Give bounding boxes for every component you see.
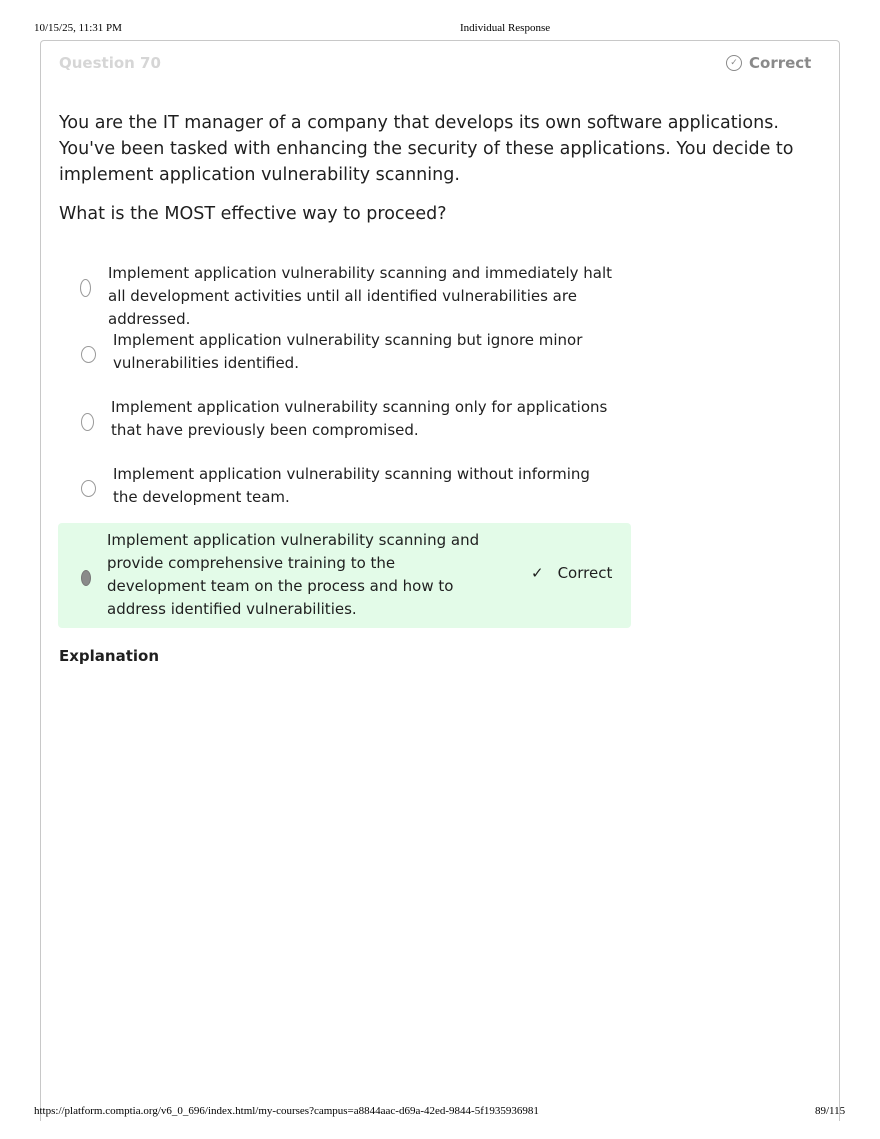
option-text: Implement application vulnerability scanning only for applications that have previously been compromised. [111, 398, 608, 439]
correct-label: Correct [557, 564, 613, 582]
question-prompt: What is the MOST effective way to proceed? [59, 204, 447, 224]
option-text: Implement application vulnerability scanning but ignore minor vulnerabilities identified. [113, 331, 583, 372]
option-text: Implement application vulnerability scanning and immediately halt all development activities until all identified vulnerabilities are addressed. [108, 264, 613, 328]
status-label: Correct [749, 54, 812, 72]
explanation-heading: Explanation [59, 647, 160, 665]
option-text: Implement application vulnerability scanning and provide comprehensive training to the development team on the process and how to address identified vulnerabilities. [107, 531, 480, 618]
check-circle-icon: ✓ [726, 55, 742, 71]
radio-button[interactable] [81, 346, 96, 363]
radio-button[interactable] [81, 413, 94, 431]
print-title: Individual Response [460, 22, 551, 34]
option-text: Implement application vulnerability scanning without informing the development team. [113, 465, 590, 506]
radio-button-selected[interactable] [81, 570, 91, 586]
checkmark-icon: ✓ [531, 564, 544, 582]
question-text: You are the IT manager of a company that develops its own software applications. You've been tasked with enhancing the security of these applications. You decide to implement application vulnerability scanning. [59, 113, 794, 185]
print-url: https://platform.comptia.org/v6_0_696/index.html/my-courses?campus=a8844aac-d69a-42ed-9844-5f1935936981 [34, 1105, 539, 1117]
radio-button[interactable] [80, 279, 91, 297]
page-number: 89/115 [815, 1105, 846, 1117]
option-5-selected[interactable] [58, 523, 631, 628]
radio-button[interactable] [81, 480, 96, 497]
correct-indicator [531, 564, 612, 582]
status-badge [726, 54, 811, 72]
print-datetime: 10/15/25, 11:31 PM [34, 22, 122, 34]
question-number: Question 70 [59, 54, 161, 72]
